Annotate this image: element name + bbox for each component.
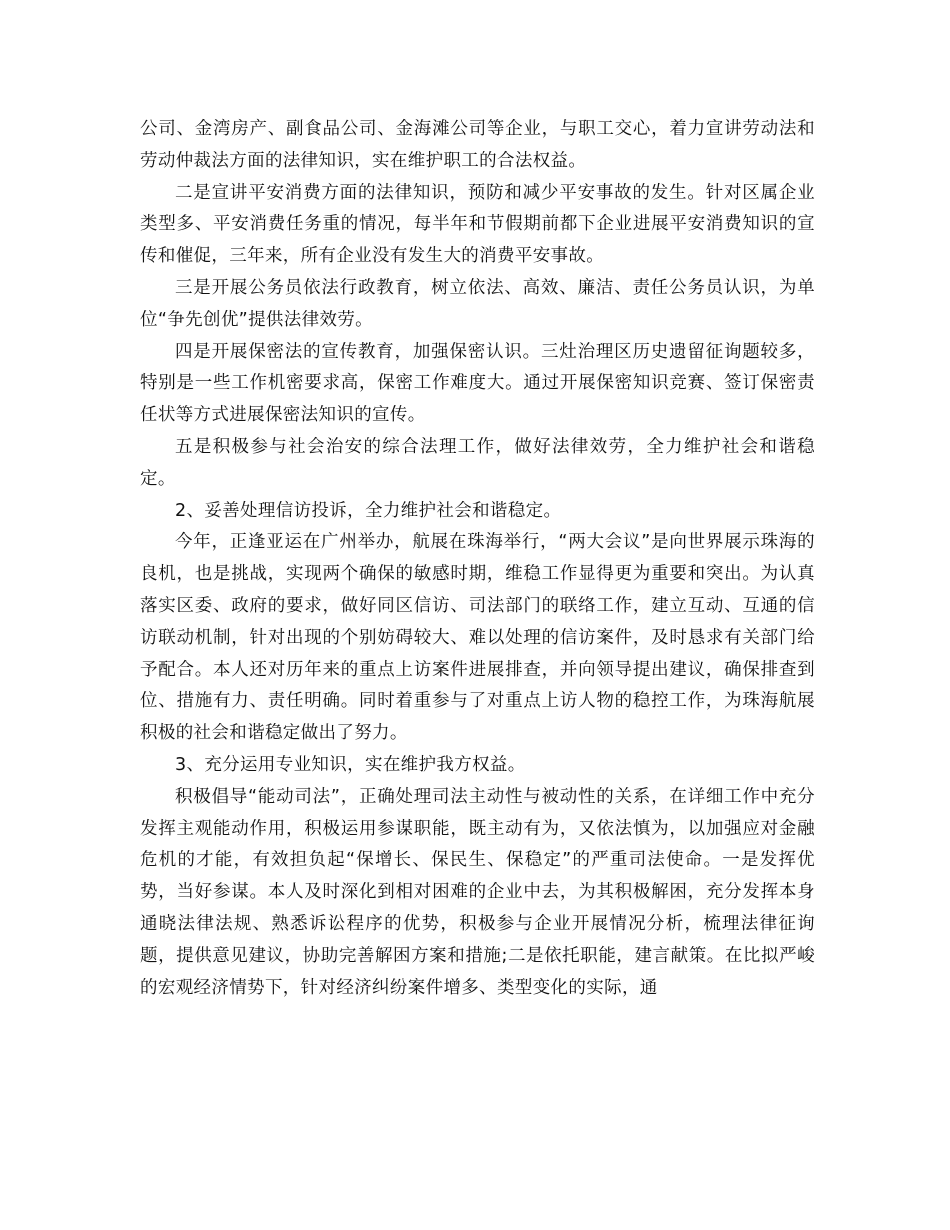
- paragraph-point-four: 四是开展保密法的宣传教育，加强保密认识。三灶治理区历史遗留征询题较多，特别是一些工作机密要求高，保密工作难度大。通过开展保密知识竞赛、签订保密责任状等方式进展保密法知识的宣传。: [140, 341, 815, 426]
- section-heading-3: 3、充分运用专业知识，实在维护我方权益。: [175, 754, 526, 775]
- paragraph-point-three: 三是开展公务员依法行政教育，树立依法、高效、廉洁、责任公务员认识，为单位“争先创优”提供法律效劳。: [140, 277, 815, 330]
- paragraph-judicial: 积极倡导“能动司法”，正确处理司法主动性与被动性的关系，在详细工作中充分发挥主观能动作用，积极运用参谋职能，既主动有为，又依法慎为，以加强应对金融危机的才能，有效担负起“保增长、保民生、保稳定”的严重司法使命。一是发挥优势，当好参谋。本人及时深化到相对困难的企业中去，为其积极解困，充分发挥本身通晓法律法规、熟悉诉讼程序的优势，积极参与企业开展情况分析，梳理法律征询题，提供意见建议，协助完善解困方案和措施;二是依托职能，建言献策。在比拟严峻的宏观经济情势下，针对经济纠纷案件增多、类型变化的实际，通: [140, 786, 815, 998]
- paragraph-continued: 公司、金湾房产、副食品公司、金海滩公司等企业，与职工交心，着力宣讲劳动法和劳动仲裁法方面的法律知识，实在维护职工的合法权益。: [140, 119, 815, 171]
- document-body: [140, 114, 815, 1004]
- paragraph-point-five: 五是积极参与社会治安的综合法理工作，做好法律效劳，全力维护社会和谐稳定。: [140, 436, 815, 489]
- section-heading-2: 2、妥善处理信访投诉，全力维护社会和谐稳定。: [175, 500, 562, 521]
- paragraph-point-two: 二是宣讲平安消费方面的法律知识，预防和减少平安事故的发生。针对区属企业类型多、平安消费任务重的情况，每半年和节假期前都下企业进展平安消费知识的宣传和催促，三年来，所有企业没有发生大的消费平安事故。: [140, 182, 815, 267]
- paragraph-petitions: 今年，正逢亚运在广州举办，航展在珠海举行，“两大会议”是向世界展示珠海的良机，也是挑战，实现两个确保的敏感时期，维稳工作显得更为重要和突出。为认真落实区委、政府的要求，做好同区信访、司法部门的联络工作，建立互动、互通的信访联动机制，针对出现的个别妨碍较大、难以处理的信访案件，及时恳求有关部门给予配合。本人还对历年来的重点上访案件进展排查，并向领导提出建议，确保排查到位、措施有力、责任明确。同时着重参与了对重点上访人物的稳控工作，为珠海航展积极的社会和谐稳定做出了努力。: [140, 532, 815, 744]
